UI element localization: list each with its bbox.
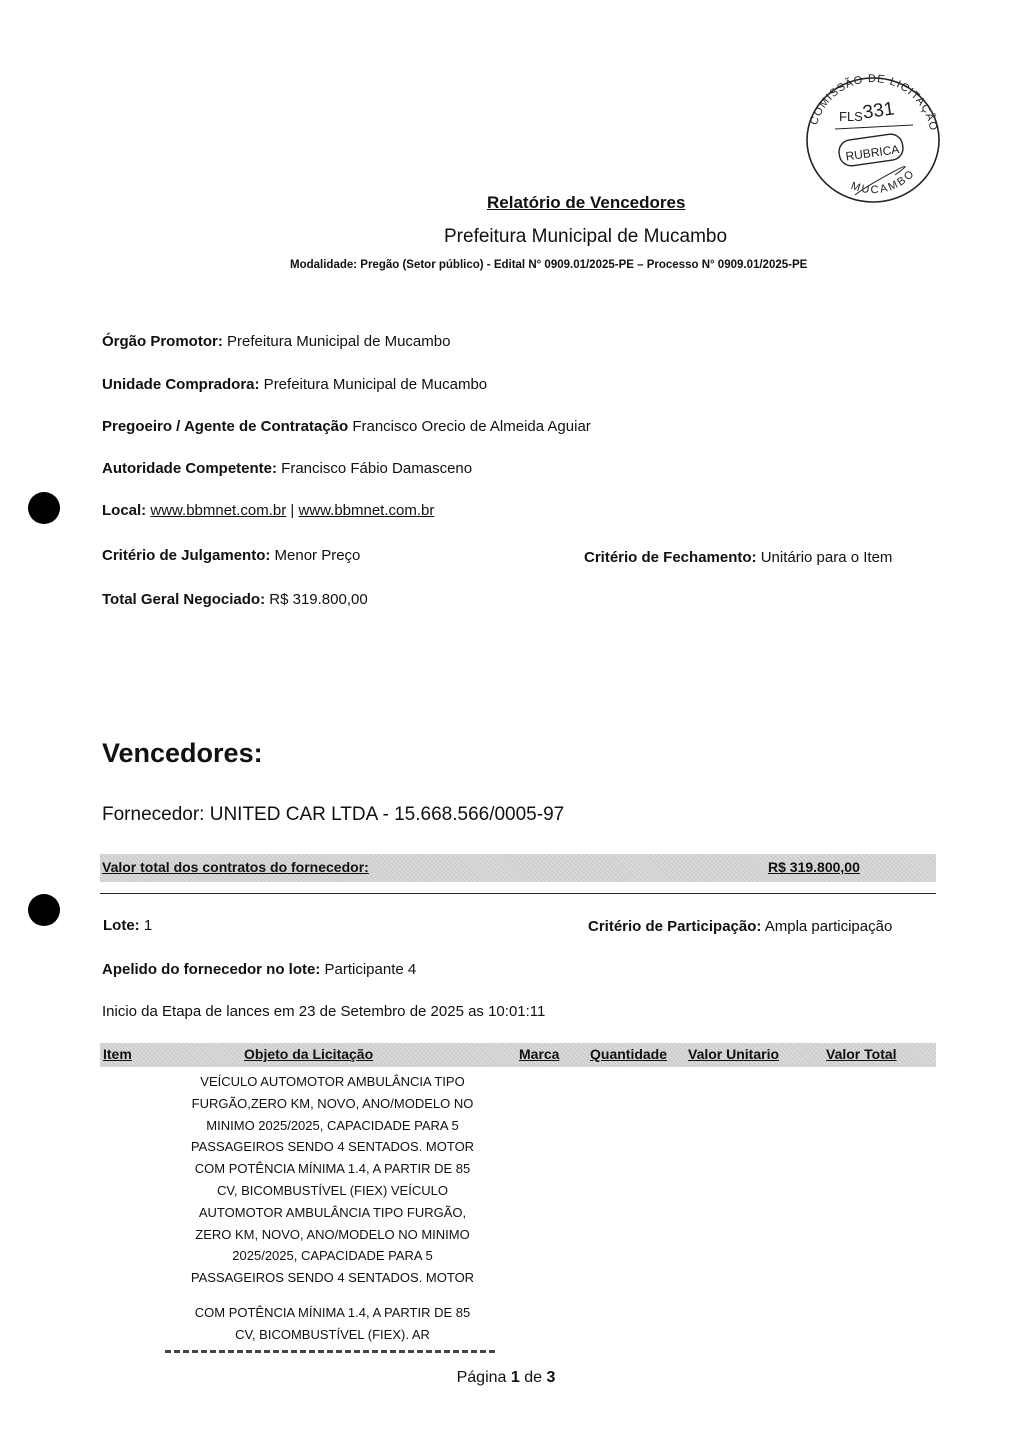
criterio-participacao [588, 918, 892, 935]
stamp-rubrica: RUBRICA [844, 142, 901, 164]
criterio-part-value: Ampla participação [761, 918, 893, 935]
unidade-label: Unidade Compradora: [102, 376, 260, 393]
valor-total-value: R$ 319.800,00 [768, 859, 860, 875]
desc-line: ZERO KM, NOVO, ANO/MODELO NO MINIMO [195, 1226, 470, 1242]
desc-line: 2025/2025, CAPACIDADE PARA 5 [232, 1248, 433, 1264]
autoridade-label: Autoridade Competente: [102, 460, 278, 477]
col-objeto: Objeto da Licitação [244, 1046, 374, 1062]
local-link-1[interactable]: www.bbmnet.com.br [150, 502, 287, 519]
apelido-value: Participante 4 [320, 961, 417, 978]
lote-value: 1 [139, 917, 153, 934]
col-item: Item [103, 1046, 132, 1062]
vencedores-heading: Vencedores: [102, 738, 263, 768]
local-separator: | [286, 502, 299, 519]
unidade-value: Prefeitura Municipal de Mucambo [259, 376, 488, 393]
desc-line: CV, BICOMBUSTÍVEL (FIEX). AR [235, 1326, 430, 1342]
apelido-fornecedor [102, 961, 416, 978]
pregoeiro-label: Pregoeiro / Agente de Contratação [102, 418, 349, 435]
modalidade-line: Modalidade: Pregão (Setor público) - Edital N° 0909.01/2025-PE – Processo N° 0909.01/2025-PE [290, 259, 808, 271]
report-subtitle: Prefeitura Municipal de Mucambo [444, 226, 728, 247]
orgao-value: Prefeitura Municipal de Mucambo [222, 333, 451, 350]
apelido-label: Apelido do fornecedor no lote: [102, 961, 321, 978]
valor-total-bar [100, 854, 936, 882]
page-prefix: Página [456, 1369, 511, 1386]
criterio-fech-value: Unitário para o Item [756, 549, 893, 566]
desc-line: MINIMO 2025/2025, CAPACIDADE PARA 5 [206, 1117, 459, 1133]
col-quantidade: Quantidade [590, 1046, 668, 1062]
desc-line: VEÍCULO AUTOMOTOR AMBULÂNCIA TIPO [200, 1074, 465, 1089]
protocol-stamp [795, 65, 945, 205]
criterio-julg-label: Critério de Julgamento: [102, 547, 271, 564]
page-number [0, 1369, 1012, 1387]
divider [100, 893, 936, 894]
criterio-julgamento [102, 547, 360, 564]
desc-line: COM POTÊNCIA MÍNIMA 1.4, A PARTIR DE 85 [194, 1161, 471, 1177]
orgao-promotor [102, 333, 450, 350]
local-label: Local: [102, 502, 147, 519]
desc-line: COM POTÊNCIA MÍNIMA 1.4, A PARTIR DE 85 [194, 1305, 471, 1320]
total-geral [102, 591, 368, 608]
report-title: Relatório de Vencedores [487, 193, 686, 212]
desc-line: PASSAGEIROS SENDO 4 SENTADOS. MOTOR [190, 1139, 475, 1155]
fornecedor-line: Fornecedor: UNITED CAR LTDA - 15.668.566/0005-97 [102, 804, 565, 825]
lote-label: Lote: [103, 917, 140, 934]
binder-hole-bottom [28, 894, 60, 926]
desc-line: AUTOMOTOR AMBULÂNCIA TIPO FURGÃO, [198, 1204, 467, 1220]
valor-total-label: Valor total dos contratos do fornecedor: [102, 859, 369, 875]
orgao-label: Órgão Promotor: [102, 333, 223, 350]
local [102, 502, 434, 519]
lote [103, 917, 152, 934]
total-value: R$ 319.800,00 [265, 591, 368, 608]
table-header [100, 1043, 936, 1067]
col-valor-unitario: Valor Unitario [688, 1046, 780, 1062]
stamp-fls-number: 331 [861, 98, 896, 124]
page-current: 1 [510, 1369, 520, 1386]
criterio-julg-value: Menor Preço [270, 547, 361, 564]
stamp-arc-bottom: MUCAMBO [849, 167, 918, 197]
pregoeiro [102, 418, 591, 435]
pregoeiro-value: Francisco Orecio de Almeida Aguiar [348, 418, 591, 435]
item-description [155, 1071, 510, 1289]
col-valor-total: Valor Total [826, 1046, 897, 1062]
binder-hole-top [28, 492, 60, 524]
autoridade-value: Francisco Fábio Damasceno [277, 460, 473, 477]
cut-text-line [165, 1347, 495, 1353]
stamp-fls-label: FLS [839, 109, 863, 124]
criterio-fechamento [584, 549, 892, 566]
page-total: 3 [546, 1369, 556, 1386]
desc-line: FURGÃO,ZERO KM, NOVO, ANO/MODELO NO [191, 1095, 474, 1111]
col-marca: Marca [519, 1046, 560, 1062]
inicio-etapa: Inicio da Etapa de lances em 23 de Setembro de 2025 as 10:01:11 [102, 1003, 546, 1020]
item-description-continued [155, 1302, 510, 1346]
stamp-arc-top: COMISSÃO DE LICITAÇÃO [808, 72, 940, 133]
autoridade-competente [102, 460, 472, 477]
page-middle: de [519, 1369, 547, 1386]
total-label: Total Geral Negociado: [102, 591, 266, 608]
criterio-fech-label: Critério de Fechamento: [584, 549, 757, 566]
stamp-seal-icon [795, 65, 945, 205]
local-link-2[interactable]: www.bbmnet.com.br [298, 502, 435, 519]
desc-line: PASSAGEIROS SENDO 4 SENTADOS. MOTOR [190, 1270, 475, 1286]
desc-line: CV, BICOMBUSTÍVEL (FIEX) VEÍCULO [217, 1182, 448, 1198]
unidade-compradora [102, 376, 487, 393]
criterio-part-label: Critério de Participação: [588, 918, 762, 935]
